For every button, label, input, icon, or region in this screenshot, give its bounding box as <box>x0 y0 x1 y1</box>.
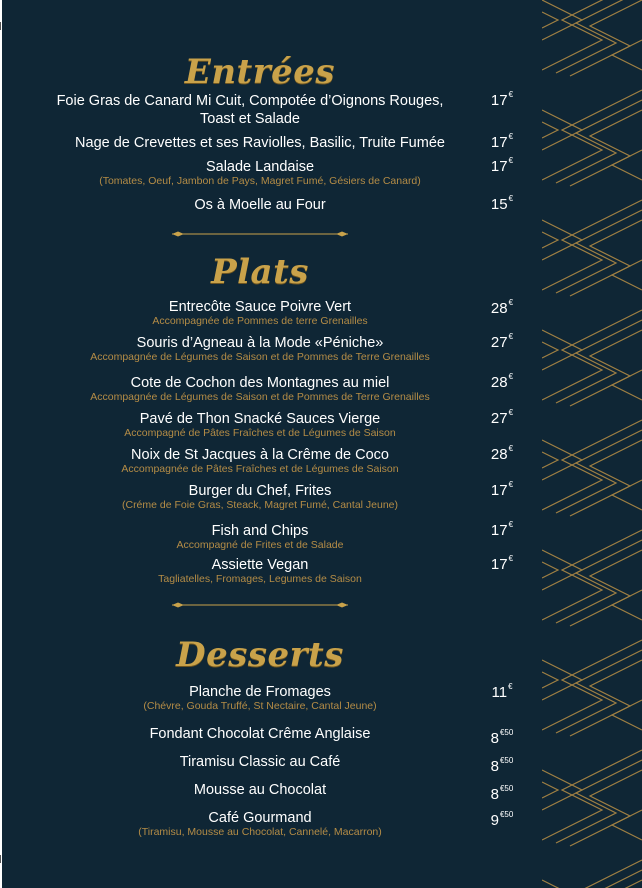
item-price: $9^{€50}$ <box>490 810 514 829</box>
section-title-desserts: Desserts <box>176 635 344 675</box>
item-name: Fondant Chocolat Crême Anglaise <box>149 726 371 742</box>
item-name: Fish and Chips <box>211 523 309 539</box>
deco-line <box>542 562 558 578</box>
item-price: 28€ <box>490 298 514 317</box>
menu-item <box>2 482 518 512</box>
item-price: 11€ <box>491 682 513 701</box>
item-name: Tiramisu Classic au Café <box>179 754 341 770</box>
menu-item <box>2 753 518 771</box>
menu-item <box>2 556 518 586</box>
item-description: (Tiramisu, Mousse au Chocolat, Cannelé, Macarron) <box>138 826 382 838</box>
deco-line <box>542 452 558 468</box>
deco-line <box>542 880 582 888</box>
item-price: $8^{€50}$ <box>490 784 514 803</box>
menu-item <box>2 374 518 404</box>
item-price: 15€ <box>490 194 514 213</box>
item-name: Planche de Fromages <box>189 684 331 700</box>
item-description: Accompagnée de Légumes de Saison et de Pommes de Terre Grenailles <box>90 351 430 363</box>
menu-item <box>2 298 518 328</box>
deco-line <box>556 870 642 888</box>
crop-mark <box>0 22 1 30</box>
item-description: (Tomates, Oeuf, Jambon de Pays, Magret Fumé, Gésiers de Canard) <box>99 175 421 187</box>
deco-line <box>542 122 558 138</box>
deco-line <box>542 232 558 248</box>
item-price: 28€ <box>490 372 514 391</box>
gold-divider <box>172 229 348 239</box>
menu-item <box>2 522 518 552</box>
item-description: Accompagné de Pâtes Fraîches et de Légumes de Saison <box>124 427 396 439</box>
deco-line <box>542 0 642 70</box>
item-price: 27€ <box>490 332 514 351</box>
deco-line <box>556 100 642 183</box>
crop-mark <box>0 855 1 863</box>
menu-item <box>2 134 518 152</box>
deco-line <box>570 880 642 888</box>
menu-item <box>2 334 518 364</box>
item-price: $8^{€50}$ <box>490 728 514 747</box>
deco-line <box>542 672 558 688</box>
gold-divider <box>172 600 348 610</box>
item-name: Mousse au Chocolat <box>193 782 327 798</box>
item-description: Accompagnée de Pâtes Fraîches et de Légumes de Saison <box>121 463 399 475</box>
item-name: Burger du Chef, Frites <box>188 483 332 499</box>
item-name: Café Gourmand <box>208 810 312 826</box>
item-name: Nage de Crevettes et ses Raviolles, Basilic, Truite Fumée <box>75 135 445 151</box>
item-price: 17€ <box>490 480 514 499</box>
deco-line <box>556 650 642 733</box>
item-price: 17€ <box>490 90 514 109</box>
item-description: (Chévre, Gouda Truffé, St Nectaire, Cantal Jeune) <box>143 700 377 712</box>
item-name: Salade Landaise <box>205 159 315 175</box>
deco-line <box>556 540 642 623</box>
menu-item <box>2 725 518 743</box>
item-name: Cote de Cochon des Montagnes au miel <box>130 375 390 391</box>
art-deco-border-pattern <box>542 0 642 888</box>
deco-line <box>542 860 642 888</box>
item-name: Assiette Vegan <box>211 557 309 573</box>
item-description: (Créme de Foie Gras, Steack, Magret Fumé, Cantal Jeune) <box>121 499 399 511</box>
menu-item <box>2 781 518 799</box>
item-description: Accompagné de Frites et de Salade <box>176 539 344 551</box>
item-name: Foie Gras de Canard Mi Cuit, Compotée d’Oignons Rouges, Toast et Salade <box>56 93 444 127</box>
item-price: 28€ <box>490 444 514 463</box>
menu-item <box>2 158 518 188</box>
item-description: Tagliatelles, Fromages, Legumes de Saison <box>158 573 362 585</box>
section-title-entrees: Entrées <box>184 52 336 92</box>
deco-line <box>542 782 558 798</box>
deco-line <box>542 342 558 358</box>
item-description: Accompagnée de Pommes de terre Grenailles <box>152 315 368 327</box>
deco-line <box>542 12 558 28</box>
deco-line <box>556 210 642 293</box>
item-description: Accompagnée de Légumes de Saison et de Pommes de Terre Grenailles <box>90 391 430 403</box>
section-title-plats: Plats <box>211 252 309 292</box>
item-name: Os à Moelle au Four <box>194 197 326 213</box>
item-price: 17€ <box>490 520 514 539</box>
menu-page <box>2 0 642 888</box>
item-name: Noix de St Jacques à la Crême de Coco <box>131 447 389 463</box>
menu-item <box>2 410 518 440</box>
menu-item <box>2 446 518 476</box>
item-price: $8^{€50}$ <box>490 756 514 775</box>
item-price: 27€ <box>490 408 514 427</box>
deco-line <box>556 430 642 513</box>
deco-line <box>556 760 642 843</box>
item-price: 17€ <box>490 156 514 175</box>
deco-line <box>556 320 642 403</box>
menu-item <box>2 809 518 839</box>
menu-item <box>2 683 518 713</box>
item-name: Pavé de Thon Snacké Sauces Vierge <box>139 411 381 427</box>
item-name: Souris d’Agneau à la Mode «Péniche» <box>136 335 384 351</box>
item-price: 17€ <box>490 132 514 151</box>
item-name: Entrecôte Sauce Poivre Vert <box>168 299 352 315</box>
item-price: 17€ <box>490 554 514 573</box>
menu-item <box>2 92 518 128</box>
menu-item <box>2 196 518 214</box>
